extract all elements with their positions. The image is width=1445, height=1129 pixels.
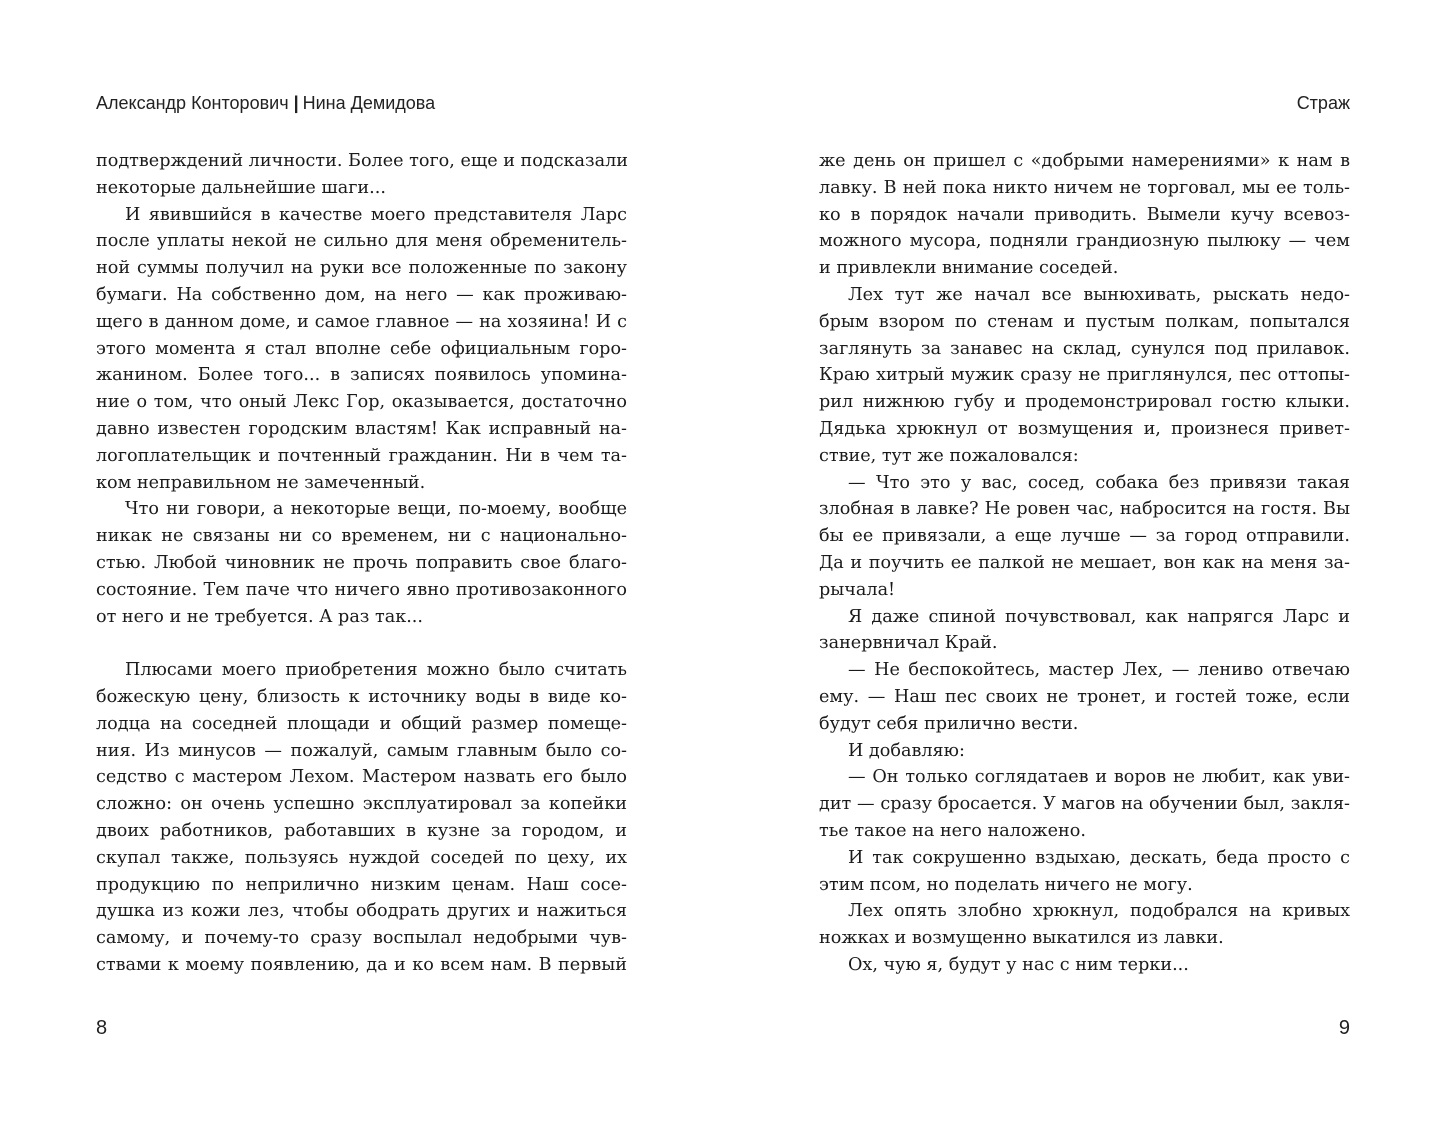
text-line: же день он пришел с «добрыми намерениями» к нам в	[819, 151, 1350, 171]
text-line: тье такое на него наложено.	[819, 820, 1086, 841]
author-name: Александр Конторович	[96, 93, 289, 113]
text-line: можного мусора, подняли грандиозную пылюку — чем	[819, 231, 1350, 252]
text-line: И добавляю:	[848, 740, 965, 761]
text-line: божескую цену, близость к источнику воды в виде ко-	[96, 686, 627, 707]
text-line: душка из кожи лез, чтобы ободрать других и нажиться	[96, 901, 627, 922]
text-line: Лех опять злобно хрюкнул, подобрался на кривых	[848, 901, 1350, 922]
body-text	[819, 148, 1350, 979]
text-line: Ох, чую я, будут у нас с ним терки...	[848, 954, 1189, 975]
text-line: Что ни говори, а некоторые вещи, по-моему, вообще	[125, 499, 627, 520]
text-line: — Не беспокойтесь, мастер Лех, — лениво отвечаю	[848, 660, 1350, 681]
text-line: ной суммы получил на руки все положенные по закону	[96, 258, 627, 279]
text-line: сложно: он очень успешно эксплуатировал за копейки	[96, 794, 627, 815]
text-line: седство с мастером Лехом. Мастером назвать его было	[96, 767, 627, 788]
text-line: ко в порядок начали приводить. Вымели кучу всевоз-	[819, 204, 1350, 225]
text-line: — Что это у вас, сосед, собака без привязи такая	[848, 472, 1350, 493]
text-line: щего в данном доме, и самое главное — на хозяина! И с	[96, 311, 627, 332]
text-line: Краю хитрый мужик сразу не приглянулся, пес оттопы-	[819, 365, 1350, 386]
text-line: подтверждений личности. Более того, еще и подсказали	[96, 151, 629, 171]
text-line: продукцию по неприлично низким ценам. Наш сосе-	[96, 874, 627, 895]
text-line: лодца на соседней площади и общий размер помеще-	[96, 713, 627, 734]
text-line: занервничал Край.	[819, 633, 998, 654]
text-line: бумаги. На собственно дом, на него — как проживаю-	[96, 284, 627, 305]
text-line: — Он только соглядатаев и воров не любит, как уви-	[848, 767, 1350, 788]
text-line: никак не связаны ни со временем, ни с национально-	[96, 526, 627, 547]
text-line: Лех тут же начал все вынюхивать, рыскать недо-	[848, 284, 1350, 305]
text-line: рил нижнюю губу и продемонстрировал гостю клыки.	[819, 392, 1350, 413]
text-line: заглянуть за занавес на склад, сунулся под прилавок.	[819, 338, 1350, 359]
text-line: от него и не требуется. А раз так...	[96, 606, 423, 627]
text-line: скупал также, пользуясь нуждой соседей по цеху, их	[96, 847, 627, 868]
text-line: Да и поучить ее палкой не мешает, вон как на меня за-	[819, 552, 1350, 573]
right-page	[819, 0, 1350, 1129]
text-line: ствами к моему появлению, да и ко всем нам. В первый	[96, 954, 627, 975]
text-line: логоплательщик и почтенный гражданин. Ни в чем та-	[96, 445, 627, 466]
text-line: этого момента я стал вполне себе официальным горо-	[96, 338, 627, 359]
text-line: злобная в лавке? Не ровен час, набросится на гостя. Вы	[819, 499, 1350, 520]
text-line: будут себя прилично вести.	[819, 713, 1079, 734]
page-number: 9	[1338, 1017, 1350, 1039]
text-line: лавку. В ней пока никто ничем не торговал, мы ее толь-	[819, 177, 1350, 198]
text-line: этим псом, но поделать ничего не могу.	[819, 874, 1193, 895]
text-line: давно известен городским властям! Как исправный на-	[96, 418, 627, 439]
header-separator: |	[293, 93, 299, 113]
page-number: 8	[96, 1017, 108, 1039]
author-name: Нина Демидова	[302, 93, 436, 113]
text-line: двоих работников, работавших в кузне за городом, и	[96, 820, 627, 841]
text-line: рычала!	[819, 579, 896, 600]
text-line: бы ее привязали, а еще лучше — за город отправили.	[819, 526, 1350, 547]
text-line: и привлекли внимание соседей.	[819, 258, 1119, 279]
running-head-authors	[96, 91, 627, 115]
text-line: ему. — Наш пес своих не тронет, и гостей тоже, если	[819, 686, 1350, 707]
text-line: Плюсами моего приобретения можно было считать	[125, 660, 627, 681]
section-break	[96, 630, 627, 657]
text-line: И так сокрушенно вздыхаю, дескать, беда просто с	[848, 847, 1350, 868]
text-line: Я даже спиной почувствовал, как напрягся Ларс и	[848, 606, 1350, 627]
text-line: после уплаты некой не сильно для меня обременитель-	[96, 231, 627, 252]
text-line: брым взором по стенам и пустым полкам, попытался	[819, 311, 1350, 332]
text-line: состояние. Тем паче что ничего явно противозаконного	[96, 579, 627, 600]
text-line: ствие, тут же пожаловался:	[819, 445, 1079, 466]
text-line: некоторые дальнейшие шаги...	[96, 177, 386, 198]
left-page	[96, 0, 627, 1129]
text-line: ножках и возмущенно выкатился из лавки.	[819, 928, 1224, 949]
text-line: ния. Из минусов — пожалуй, самым главным было со-	[96, 740, 627, 761]
text-line: Дядька хрюкнул от возмущения и, произнеся привет-	[819, 418, 1350, 439]
text-line: ние о том, что оный Лекс Гор, оказывается, достаточно	[96, 392, 627, 413]
text-line: ком неправильном не замеченный.	[96, 472, 426, 493]
text-line: самому, и почему-то сразу воспылал недобрыми чув-	[96, 928, 627, 949]
text-line: жанином. Более того... в записях появилось упомина-	[96, 365, 627, 386]
text-line: стью. Любой чиновник не прочь поправить свое благо-	[96, 552, 627, 573]
text-line: дит — сразу бросается. У магов на обучении был, закля-	[819, 794, 1350, 815]
body-text	[96, 148, 627, 979]
text-line: И явившийся в качестве моего представителя Ларс	[125, 204, 627, 225]
running-head-title: Страж	[1296, 93, 1350, 113]
